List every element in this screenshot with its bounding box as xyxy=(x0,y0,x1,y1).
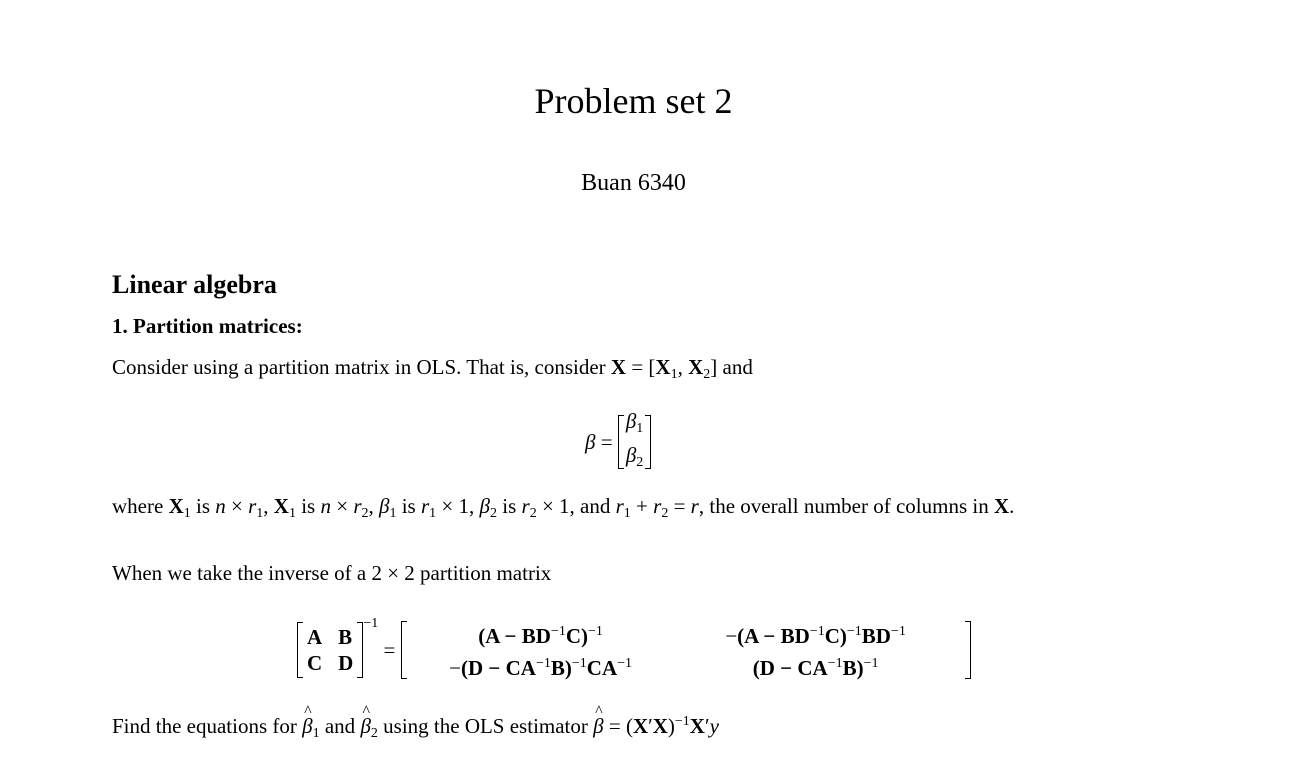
inverse-block-matrix: $(A - BD^{-1}C)^{-1}$ $-(A - BD^{-1}C)^{-1}BD^{-1}$ $-(D - CA^{-1}B)^{-1}CA^{-1}$ $(D - CA^{-1}B)^{-1}$ xyxy=(449,624,906,680)
partition-inverse-equation: A B C D $^{-1}$ = $(A - BD^{-1}C)^{-1}$ $-(A - BD^{-1}C)^{-1}BD^{-1}$ $-(D - CA^{-1}B)^{-1}CA^{-1}$ $(D - CA^{-1}B)^{-1}$ xyxy=(297,620,971,680)
paragraph-text: and xyxy=(722,355,753,379)
block-matrix: A B C D xyxy=(307,625,354,675)
word: and xyxy=(324,714,356,738)
subsection-heading: 1. Partition matrices: xyxy=(112,314,303,338)
paragraph-text: the overall number of columns in xyxy=(709,494,989,518)
paragraph-dimensions: where $X_1$ is $n \times r_1$, $X_1$ is $n \times r_2$, $\beta_1$ is $r_1 \times 1$, $\beta_2$ is $r_2 \times 1$, and $r_1 + r_2 = r$, the overall number of columns in X. xyxy=(112,494,1015,521)
paragraph-text: Consider using a partition matrix in OLS. That is, consider xyxy=(112,355,606,379)
right-bracket xyxy=(645,415,651,469)
page-title: Problem set 2 xyxy=(534,81,733,121)
paragraph-text: Find the equations for xyxy=(112,714,297,738)
page-subtitle: Buan 6340 xyxy=(581,170,686,196)
beta-vector: $\beta_1$ $\beta_2$ xyxy=(625,409,644,470)
word: is xyxy=(301,494,316,518)
beta-vector-equation: β = $\beta_1$ $\beta_2$ xyxy=(585,414,651,470)
word: is xyxy=(195,494,210,518)
word: and xyxy=(580,494,611,518)
paragraph-inverse-intro: When we take the inverse of a 2 × 2 partition matrix xyxy=(112,561,552,585)
word: is xyxy=(502,494,517,518)
paragraph-text: where xyxy=(112,494,164,518)
paragraph-partition-intro: Consider using a partition matrix in OLS. That is, consider $X = [X_1$, $X_2$] and xyxy=(112,355,753,382)
section-heading: Linear algebra xyxy=(112,270,277,299)
right-bracket xyxy=(965,621,971,679)
paragraph-ols-question: Find the equations for ^ $\beta_1$ and ^ $\beta_2$ using the OLS estimator ^ $\beta = (X'X)^{-1}X'y$ xyxy=(112,709,1172,747)
paragraph-text: using the OLS estimator xyxy=(383,714,588,738)
word: is xyxy=(401,494,416,518)
